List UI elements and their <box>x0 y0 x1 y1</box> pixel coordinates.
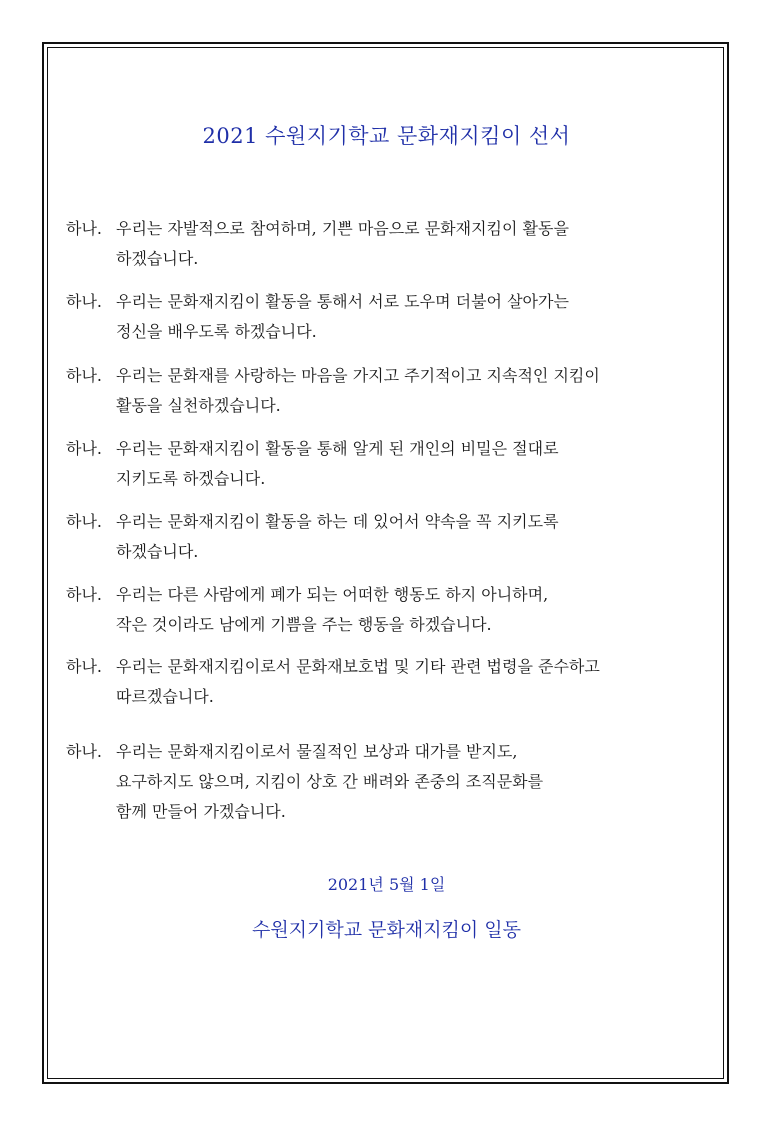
item-prefix: 하나. <box>66 219 102 238</box>
item-line-2: 지키도록 하겠습니다. <box>116 469 266 488</box>
oath-item-5 <box>66 507 726 567</box>
item-line-2: 하겠습니다. <box>116 542 199 561</box>
item-line-1: 우리는 문화재지킴이 활동을 통해 알게 된 개인의 비밀은 절대로 <box>116 439 559 458</box>
item-line-2: 하겠습니다. <box>116 249 199 268</box>
item-line-1: 우리는 문화재지킴이로서 물질적인 보상과 대가를 받지도, <box>116 742 518 761</box>
item-line-1: 우리는 다른 사람에게 폐가 되는 어떠한 행동도 하지 아니하며, <box>116 585 549 604</box>
item-line-2: 정신을 배우도록 하겠습니다. <box>116 322 317 341</box>
oath-item-1 <box>66 214 726 274</box>
item-line-1: 우리는 문화재지킴이 활동을 통해서 서로 도우며 더불어 살아가는 <box>116 292 569 311</box>
item-line-3: 함께 만들어 가겠습니다. <box>116 802 286 821</box>
item-line-1: 우리는 문화재지킴이로서 문화재보호법 및 기타 관련 법령을 준수하고 <box>116 657 600 676</box>
item-prefix: 하나. <box>66 366 102 385</box>
oath-item-8 <box>66 737 726 827</box>
oath-item-7 <box>66 652 726 712</box>
oath-item-3 <box>66 361 726 421</box>
item-prefix: 하나. <box>66 512 102 531</box>
item-line-2: 요구하지도 않으며, 지킴이 상호 간 배려와 존중의 조직문화를 <box>116 772 544 791</box>
item-prefix: 하나. <box>66 585 102 604</box>
item-line-2: 따르겠습니다. <box>116 687 214 706</box>
item-line-2: 활동을 실천하겠습니다. <box>116 396 281 415</box>
oath-item-4 <box>66 434 726 494</box>
oath-title: 2021 수원지기학교 문화재지킴이 선서 <box>202 124 571 148</box>
oath-item-6 <box>66 580 726 640</box>
item-prefix: 하나. <box>66 439 102 458</box>
item-prefix: 하나. <box>66 742 102 761</box>
oath-signer: 수원지기학교 문화재지킴이 일동 <box>251 919 522 941</box>
item-prefix: 하나. <box>66 657 102 676</box>
item-line-2: 작은 것이라도 남에게 기쁨을 주는 행동을 하겠습니다. <box>116 615 492 634</box>
item-line-1: 우리는 문화재를 사랑하는 마음을 가지고 주기적이고 지속적인 지킴이 <box>116 366 600 385</box>
item-line-1: 우리는 문화재지킴이 활동을 하는 데 있어서 약속을 꼭 지키도록 <box>116 512 559 531</box>
oath-date: 2021년 5월 1일 <box>327 875 446 894</box>
item-line-1: 우리는 자발적으로 참여하며, 기쁜 마음으로 문화재지킴이 활동을 <box>116 219 569 238</box>
item-prefix: 하나. <box>66 292 102 311</box>
oath-item-2 <box>66 287 726 347</box>
